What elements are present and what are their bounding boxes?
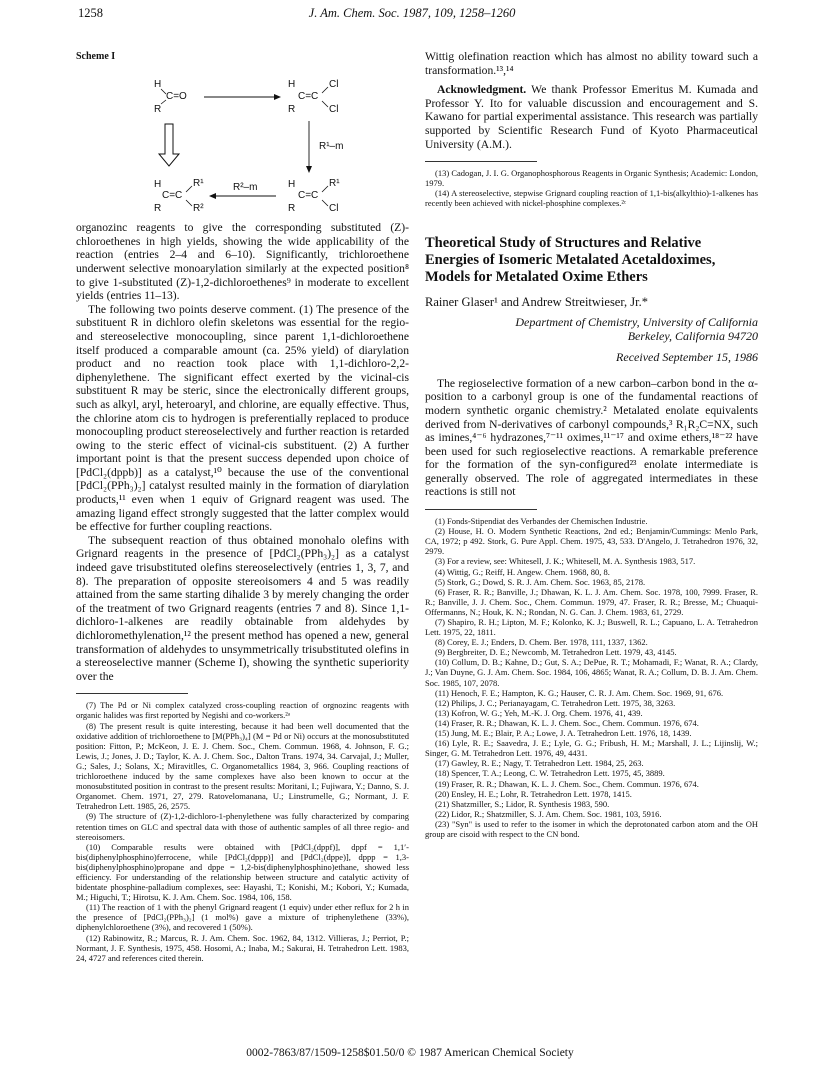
reference: (16) Lyle, R. E.; Saavedra, J. E.; Lyle, G. G.; Fribush, H. M.; Marshall, J. L.; Lijinslij, W.; Singer, G. M. Tetrahedron Lett. 1976, 49, 4431. xyxy=(425,738,758,759)
scheme-label-h: H xyxy=(288,178,296,190)
scheme-label-cl: Cl xyxy=(329,103,339,115)
reference: (1) Fonds-Stipendiat des Verbandes der Chemischen Industrie. xyxy=(435,516,648,527)
reference: (13) Kofron, W. G.; Yeh, M.-K. J. Org. Chem. 1976, 41, 439. xyxy=(435,707,643,718)
reference: (9) Bergbreiter, D. E.; Newcomb, M. Tetrahedron Lett. 1979, 43, 4145. xyxy=(435,647,677,658)
footnote-divider xyxy=(76,693,188,694)
reference: (10) Collum, D. B.; Kahne, D.; Gut, S. A.; DePue, R. T.; Mohamadi, F.; Wanat, R. A.; Clardy, J.; Van Duyne, G. J. Am. Chem. Soc. 1984, 106, 4865; Wanat, R. A.; Collum, D. B. J. Am. Chem. Soc. 1985, 107, 2078. xyxy=(425,657,758,688)
reference: (21) Shatzmiller, S.; Lidor, R. Synthesis 1983, 590. xyxy=(435,798,610,809)
acknowledgment-text: We thank Professor Emeritus M. Kumada and Professor Y. Ito for valuable discussion and encouragement and S. Kawano for partial experimental assistance. This research was partially supported by Scientific Research Fund of Kyoto Pharmaceutical University (A.M.). xyxy=(425,83,758,151)
footnote: (10) Comparable results were obtained with [PdCl₂(dppf)], dppf = 1,1′-bis(diphenylphosphino)ferrocene, while [PdCl₂(dppp)] and [PdCl₂(dppe)], dppp = 1,3-bis(diphenylphosphino)propane and dppe = 1,2-bis(diphenylphosphino)ethane, showed less efficiency. For understanding of the relationship between structure and catalytic activity of bidentate phosphine-palladium complexes, see: Hayashi, T.; Konishi, M.; Kobori, Y.; Kumada, M.; Higuchi, T.; Hirotsu, K. J. Am. Chem. Soc. 1984, 106, 158. xyxy=(76,841,409,903)
running-header xyxy=(78,6,746,26)
page-footer: 0002-7863/87/1509-1258$01.50/0 © 1987 American Chemical Society xyxy=(246,1047,574,1059)
scheme-label-co: C=O xyxy=(166,90,187,102)
article-authors: Rainer Glaser¹ and Andrew Streitwieser, Jr.* xyxy=(425,294,648,309)
references xyxy=(425,516,758,839)
footnote-divider xyxy=(425,509,537,510)
journal-citation: J. Am. Chem. Soc. 1987, 109, 1258–1260 xyxy=(308,6,516,20)
scheme-label-r: R xyxy=(288,202,296,214)
footnotes-left xyxy=(76,700,409,962)
footnote: (11) The reaction of 1 with the phenyl Grignard reagent (1 equiv) under ether reflux for 2 h in the presence of [PdCl₂(PPh₃)₂] (1 mol%) gave a mixture of triphenylethene (33%), diphenylchloroethene (3%), and recovered 1 (50%). xyxy=(76,902,409,933)
scheme-label-r: R xyxy=(288,103,296,115)
acknowledgment-label: Acknowledgment. xyxy=(437,83,527,97)
footnote: (8) The present result is quite interesting, because it had been well documented that the oxidative addition of trichloroethene to [M(PPh₃)₄] (M = Pd or Ni) occurs at the monosubstituted position: Fitton, P.; McKeon, J. E. J. Chem. Soc., Chem. Commun. 1968, 4. Johnson, F. G.; Lewis, J.; Jones, J. D.; Taylor, K. A. J. Chem. Soc., Dalton Trans. 1974, 34. Carvajal, J.; Muller, G.; Sales, J.; Solans, X.; Miravitlles, C. Organometallics 1984, 3, 966. Coupling reactions of trichloroethene induced by the same complexes have also been known to occur at the monosubstituted position in contrast to the present results: Moritani, I.; Fujiwara, Y.; Danno, S. J. Organomet. Chem. 1971, 27, 279. Ratovelomanana, U.; Linstrumelle, G.; Normant, J. F. Tetrahedron Lett. 1985, 26, 2575. xyxy=(76,720,409,812)
scheme-label-r1: R¹ xyxy=(193,177,204,189)
reference: (8) Corey, E. J.; Enders, D. Chem. Ber. 1978, 111, 1337, 1362. xyxy=(435,637,648,648)
scheme-diagram xyxy=(76,66,409,216)
reference: (20) Ensley, H. E.; Lohr, R. Tetrahedron Lett. 1978, 1415. xyxy=(435,788,632,799)
scheme-label-h: H xyxy=(288,78,296,90)
scheme-label-cl: Cl xyxy=(329,78,339,90)
right-column xyxy=(425,50,758,839)
scheme-label-cc: C=C xyxy=(298,189,319,201)
footnote: (12) Rabinowitz, R.; Marcus, R. J. Am. Chem. Soc. 1962, 84, 1312. Villieras, J.; Perriot, P.; Normant, J. F. Synthesis, 1975, 458. Hosomi, A.; Inaba, M.; Sakurai, H. Tetrahedron Lett. 1983, 24, 4727 and references cited therein. xyxy=(76,932,409,963)
reference: (4) Wittig, G.; Reiff, H. Angew. Chem. 1968, 80, 8. xyxy=(435,566,610,577)
body-paragraph: The subsequent reaction of thus obtained monohalo olefins with Grignard reagents in the presence of [PdCl₂(PPh₃)₂] as a catalyst indeed gave trisubstituted olefins stereoselectively (entries 1, 3, 7, and 8). The preparation of opposite stereoisomers 4 and 5 was readily attained from the same starting dihalide 3 by merely changing the order of the treatment of two Grignard reagents (entries 7 and 8). Since 1,1-dichloro-1-alkenes are readily obtainable from aldehydes by dichloromethylenation,¹² the present method has opened a new, general transformation of aldehydes to unsymmetrically trisubstituted olefins in a stereoselective manner (Scheme I), showing the synthetic superiority over the xyxy=(76,533,409,683)
scheme-title: Scheme I xyxy=(76,51,116,62)
scheme-label-r: R xyxy=(154,103,162,115)
reference: (19) Fraser, R. R.; Dhawan, K. L. J. Chem. Soc., Chem. Commun. 1976, 674. xyxy=(435,778,699,789)
footnote: (7) The Pd or Ni complex catalyzed cross-coupling reaction of orgnozinc reagents with organic halides was first reported by Negishi and co-workers.²ᵃ xyxy=(76,700,409,721)
affiliation-line: Department of Chemistry, University of California xyxy=(515,315,758,330)
reference: (18) Spencer, T. A.; Leong, C. W. Tetrahedron Lett. 1975, 45, 3889. xyxy=(435,768,665,779)
affiliation-line: Berkeley, California 94720 xyxy=(627,329,758,344)
reference: (15) Jung, M. E.; Blair, P. A.; Lowe, J. A. Tetrahedron Lett. 1976, 18, 1439. xyxy=(435,728,692,739)
affiliation xyxy=(425,315,758,343)
scheme-label-r1m: R¹–m xyxy=(319,140,344,152)
reference: (7) Shapiro, R. H.; Lipton, M. F.; Kolonko, K. J.; Buswell, R. L.; Capuano, L. A. Tetrahedron Lett. 1975, 22, 1811. xyxy=(425,617,758,638)
scheme-label-r1: R¹ xyxy=(329,177,340,189)
scheme-label-h: H xyxy=(154,178,162,190)
scheme-label-cc: C=C xyxy=(298,90,319,102)
article-title: Theoretical Study of Structures and Relative Energies of Isomeric Metalated Acetaldoximes, Models for Metalated Oxime Ethers xyxy=(425,234,716,285)
page-number: 1258 xyxy=(78,6,103,20)
footnotes-right-top xyxy=(425,168,758,208)
body-paragraph: The regioselective formation of a new carbon–carbon bond in the α-position to a carbonyl group is one of the fundamental reactions of modern synthetic organic chemistry.² Metalated enolate equivalents derived from N-derivatives of carbonyl compounds,³ R₁R₂C=NX, such as imines,⁴⁻⁶ hydrazones,⁷⁻¹¹ oximes,¹¹⁻¹⁷ and oxime ethers,¹⁸⁻²² have been used for such regioselective reactions. A remarkable preference for the formation of the syn-configured²³ enolate intermediate is generally observed. The role of aggregated intermediates in these reactions is still not xyxy=(425,376,758,499)
reference: (14) Fraser, R. R.; Dhawan, K. L. J. Chem. Soc., Chem. Commun. 1976, 674. xyxy=(435,717,699,728)
reference: (23) "Syn" is used to refer to the isomer in which the deprotonated carbon atom and the OH group are cisoid with respect to the CN bond. xyxy=(425,818,758,839)
reference: (2) House, H. O. Modern Synthetic Reactions, 2nd ed.; Benjamin/Cummings: Menlo Park, CA, 1972; p 492. Stork, G. Pure Appl. Chem. 1975, 43, 533. D'Angelo, J. Tetrahedron 1976, 32, 2979. xyxy=(425,526,758,557)
scheme-label-r2: R² xyxy=(193,202,204,214)
reference: (6) Fraser, R. R.; Banville, J.; Dhawan, K. L. J. Am. Chem. Soc. 1978, 100, 7999. Fraser, R. R.; Banville, J. J. Chem. Soc., Chem. Commun. 1979, 47. Fraser, R. R.; Bresse, M.; Chuaqui-Offermanns, N.; Houk, K. N.; Rondan, N. G. Can. J. Chem. 1983, 61, 2729. xyxy=(425,586,758,617)
footnote: (14) A stereoselective, stepwise Grignard coupling reaction of 1,1-bis(alkylthio)-1-alkenes has recently been achieved with nickel-phosphine complexes.²ᶜ xyxy=(425,188,758,209)
reference: (3) For a review, see: Whitesell, J. K.; Whitesell, M. A. Synthesis 1983, 517. xyxy=(435,556,696,567)
reference: (12) Philips, J. C.; Perianayagam, C. Tetrahedron Lett. 1975, 38, 3263. xyxy=(435,697,676,708)
footnote-divider xyxy=(425,161,537,162)
scheme-label-cl: Cl xyxy=(329,202,339,214)
scheme-label-h: H xyxy=(154,78,162,90)
reference: (22) Lidor, R.; Shatzmiller, S. J. Am. Chem. Soc. 1981, 103, 5916. xyxy=(435,808,662,819)
body-paragraph: Wittig olefination reaction which has almost no ability toward such a transformation.¹³,¹⁴ xyxy=(425,50,758,77)
scheme-label-r: R xyxy=(154,202,162,214)
scheme-label-r2m: R²–m xyxy=(233,181,258,193)
footnote: (9) The structure of (Z)-1,2-dichloro-1-phenylethene was fully characterized by comparing retention times on GLC and spectral data with those of authentic samples of all three regio- and stereoisomers. xyxy=(76,811,409,842)
body-paragraph: organozinc reagents to give the corresponding substituted (Z)-chloroethenes in high yields, showing the wide applicability of the reaction (entries 2–4 and 6–10). Significantly, trichloroethene underwent selective monoarylation similarly at the expected position⁸ to give 1-substituted (Z)-1,2-dichloroethenes⁹ in moderate to excellent yields (entries 11–13). xyxy=(76,221,409,303)
reference: (11) Henoch, F. E.; Hampton, K. G.; Hauser, C. R. J. Am. Chem. Soc. 1969, 91, 676. xyxy=(435,687,724,698)
body-paragraph: The following two points deserve comment. (1) The presence of the substituent R in dichloro olefin skeletons was essential for the regio- and stereoselective monocoupling, since parent 1,1-dichloroethene itself produced a comparable amount (ca. 25% yield) of diarylation product and no reaction took place with 1,1-dichloro-2,2-diphenylethene. The significant effect exerted by the vicinal-cis substituent R may be steric, since the electronically different groups, such as alkyl, aryl, heteroaryl, and chlorine, are equally effective. Thus, the chlorine atom cis to hydrogen is preferentially replaced to produce monocoupling product stereoselectively and further reaction is retarded owing to the steric effect of vicinal-cis substituent. (2) A further important point is that the present success depended upon choice of [PdCl₂(dppb)] as a catalyst,¹⁰ because the use of the conventional [PdCl₂(PPh₃)₂] catalyst resulted mainly in the formation of diarylation products,¹¹ even when 1 equiv of Grignard reagent was used. The amazing ligand effect strongly suggested that the latter complex would be effective for further coupling reactions. xyxy=(76,302,409,534)
acknowledgment xyxy=(425,83,758,151)
scheme-label-cc: C=C xyxy=(162,189,183,201)
reference: (17) Gawley, R. E.; Nagy, T. Tetrahedron Lett. 1984, 25, 263. xyxy=(435,758,644,769)
left-column xyxy=(76,50,409,963)
received-date: Received September 15, 1986 xyxy=(616,350,758,365)
footnote: (13) Cadogan, J. I. G. Organophosphorous Reagents in Organic Synthesis; Academic: London, 1979. xyxy=(425,168,758,189)
reference: (5) Stork, G.; Dowd, S. R. J. Am. Chem. Soc. 1963, 85, 2178. xyxy=(435,576,646,587)
